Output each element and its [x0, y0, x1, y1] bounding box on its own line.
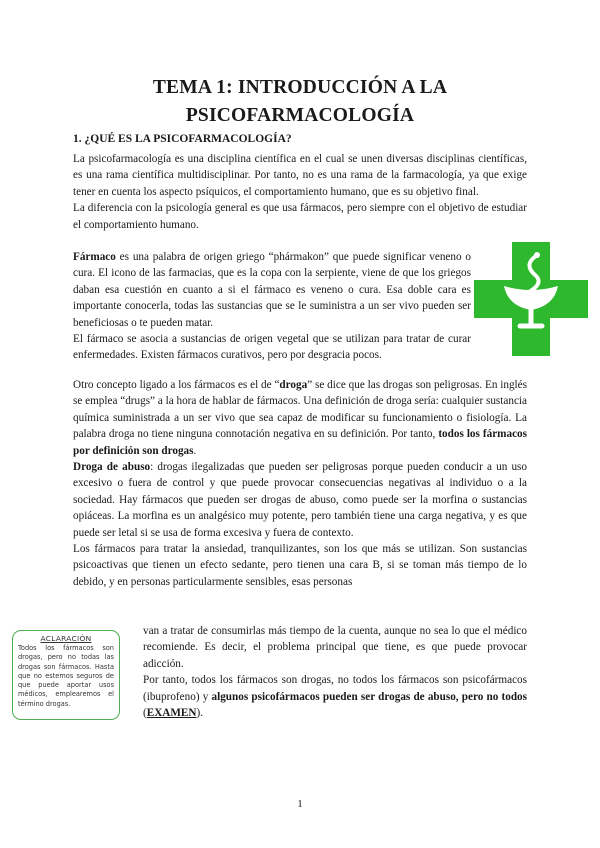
paragraph-origen: El fármaco se asocia a sustancias de origen vegetal que se utilizan para tratar de curar enfermedades. Existen fármacos curativos, pero por desgracia pocos.: [73, 333, 471, 362]
conclusion-text-a: Por tanto, todos los fármacos son drogas, no todos los fármacos son psicofármacos (ibuprofeno) y: [143, 674, 527, 703]
page-title: [60, 74, 540, 130]
clarification-note: [12, 630, 120, 720]
farmaco-text: es una palabra de origen griego “phármakon” que puede significar veneno o cura. El icono de las farmacias, que es la copa con la serpiente, viene de que los griegos daban esa cuestión en cuanto a si el fármaco es veneno o cura. Esa doble cara es importante conocerla, todas las sustancias que se le suministra a un ser vivo pueden ser beneficiosas o te pueden matar.: [73, 251, 471, 329]
paragraph-difference: La diferencia con la psicología general es que usa fármacos, pero siempre con el objetivo de estudiar el comportamiento humano.: [73, 202, 527, 231]
wrapped-block: [143, 623, 527, 721]
conclusion-end: ).: [196, 707, 203, 720]
paragraph-conclusion: [143, 672, 527, 721]
paragraph-farmaco: [73, 249, 471, 331]
droga-text-b: ” se dice que las drogas son peligrosas. En inglés se emplea “drugs” a la hora de hablar de fármacos. Una definición de droga sería: cualquier sustancia química suministrada a un ser vivo que sea capaz de modificar su funcionamiento o fisiología. La palabra droga no tiene ninguna connotación negativa en su definición. Por tanto,: [73, 379, 527, 441]
section-heading: 1. ¿QUÉ ES LA PSICOFARMACOLOGÍA?: [73, 133, 292, 145]
droga-block: [73, 377, 527, 590]
droga-emphasis: todos los fármacos por definición son drogas: [73, 428, 527, 457]
title-line-1: TEMA 1: INTRODUCCIÓN A LA: [152, 77, 448, 98]
term-farmaco: Fármaco: [73, 251, 116, 263]
intro-block: [73, 151, 527, 233]
title-line-2: PSICOFARMACOLOGÍA: [185, 105, 415, 126]
exam-tag: EXAMEN: [146, 707, 197, 720]
conclusion-emphasis: algunos psicofármacos pueden ser drogas de abuso, pero no todos: [211, 690, 527, 703]
page-number: 1: [297, 798, 303, 810]
paragraph-ansiedad: Los fármacos para tratar la ansiedad, tranquilizantes, son los que más se utilizan. Son sustancias psicoactivas que tienen un efecto sedante, pero tienen una cara B, si se toman más tiempo de lo debido, y en personas particularmente sensibles, esas personas: [73, 543, 527, 588]
note-text: Todos los fármacos son drogas, pero no todas las drogas son fármacos. Hasta que no estemos seguros de que puede aportar usos médicos, emplearemos el término drogas.: [18, 644, 114, 708]
pharmacy-cross-icon: [474, 242, 588, 356]
paragraph-definition: La psicofarmacología es una disciplina científica en el cual se unen diversas disciplinas científicas, es una rama científica multidisciplinar. Por tanto, no es una rama de la farmacología, ya que exige tener en cuenta los aspecto psíquicos, el comportamiento humano, que es su objetivo final.: [73, 153, 527, 198]
paragraph-droga: [73, 377, 527, 459]
droga-text-a: Otro concepto ligado a los fármacos es el de “: [73, 379, 280, 391]
droga-abuso-text: : drogas ilegalizadas que pueden ser peligrosas porque pueden conducir a un uso excesivo o fuera de control y que puede provocar consecuencias negativas al individuo o a la sociedad. Hay fármacos que pueden ser drogas de abuso, como puede ser la morfina o sustancias opiáceas. La morfina es un analgésico muy potente, pero también tiene una carga negativa, y es que puede ser letal si se usa de forma excesiva y fuera de contexto.: [73, 461, 527, 539]
paragraph-droga-abuso: [73, 459, 527, 541]
note-title: ACLARACIÓN: [40, 634, 92, 643]
farmaco-block: [73, 249, 471, 364]
conclusion-text-b: (: [143, 707, 147, 720]
term-droga-abuso: Droga de abuso: [73, 461, 151, 474]
term-droga: droga: [279, 379, 308, 391]
paragraph-adiccion: van a tratar de consumirlas más tiempo de la cuenta, aunque no sea lo que el médico recomiende. Es decir, el problema principal que tiene, es que puede provocar adicción.: [143, 625, 527, 670]
droga-end: .: [193, 444, 197, 457]
